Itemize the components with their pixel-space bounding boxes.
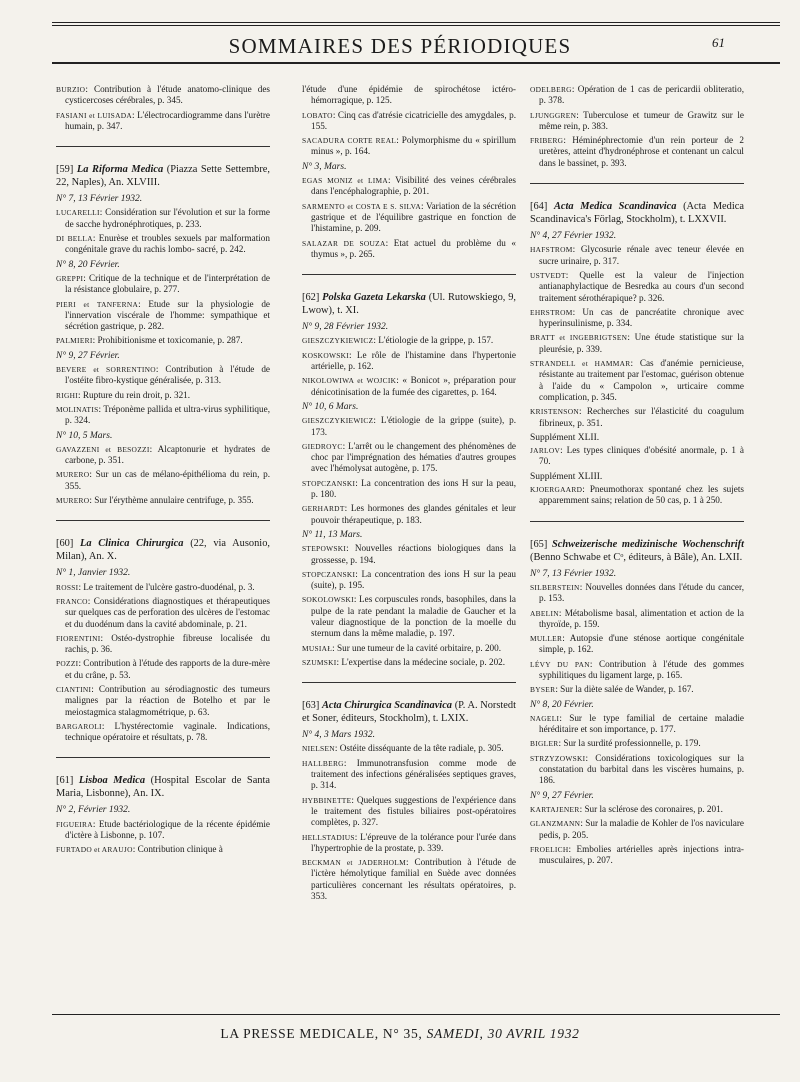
- article-text: : Le traitement de l'ulcère gastro-duodénal, p. 3.: [78, 581, 255, 592]
- article-author: FRANCO: [56, 596, 88, 606]
- article-author: DI BELLA: [56, 234, 93, 244]
- article-text: : Opération de 1 cas de pericardii obliteratio, p. 378.: [539, 84, 744, 106]
- column-1: [56, 84, 270, 859]
- article-author: STOPCZANSKI: [302, 478, 356, 488]
- article-entry: [56, 444, 270, 467]
- article-author: HAFSTROM: [530, 245, 573, 255]
- article-text: : Cas d'anémie pernicieuse, résistante au traitement par l'estomac, guérison obtenue à l'aide du « Campolon », urticaire comme complication, p. 345.: [539, 358, 744, 402]
- article-entry: [302, 657, 516, 668]
- issue-label: N° 2, Février 1932.: [56, 805, 131, 816]
- article-text: : L'électrocardiogramme dans l'urètre humain, p. 347.: [65, 109, 270, 131]
- article-author: BEVERE et SORRENTINO: [56, 365, 156, 375]
- article-text: : Contribution à l'étude anatomo-clinique des cysticercoses cérébrales, p. 345.: [65, 84, 270, 106]
- issue-label: N° 8, 20 Février.: [530, 699, 594, 710]
- article-author: STRANDELL et HAMMAR: [530, 359, 631, 369]
- section-separator: [530, 183, 744, 184]
- journal-publisher: (Hospital Escolar de Santa Maria, Lisbonne), An. IX.: [56, 775, 270, 800]
- article-entry: [56, 721, 270, 744]
- article-text: : Héminéphrectomie d'un rein porteur de 2 uretères, atteint d'hydronéphrose et contenant un calcul dans le bassinet, p. 393.: [539, 135, 744, 168]
- article-entry: [56, 273, 270, 296]
- article-entry: [56, 684, 270, 718]
- article-author: FURTADO et ARAUJO: [56, 845, 133, 855]
- article-text: : Visibilité des veines cérébrales dans l'encéphalographie, p. 201.: [311, 175, 516, 197]
- journal-name: Schweizerische medizinische Wochenschrift: [552, 538, 744, 550]
- article-text: : Contribution au sérodiagnostic des tumeurs malignes par la réaction de Botelho et par le meiostagmica stalagmométrique, p. 63.: [65, 683, 270, 717]
- article-entry: [302, 478, 516, 501]
- journal-publisher: (Benno Schwabe et Cᵒ, éditeurs, à Bâle), An. LXII.: [530, 551, 743, 563]
- article-entry: [56, 390, 270, 401]
- article-text: : Métabolisme basal, alimentation et action de la thyroïde, p. 159.: [539, 607, 744, 629]
- article-text: : Sur un cas de mélano-épithélioma du rein, p. 355.: [65, 469, 270, 491]
- section-separator: [530, 521, 744, 522]
- issue-label: N° 7, 13 Février 1932.: [530, 568, 617, 579]
- article-entry: [302, 201, 516, 235]
- journal-number: [64]: [530, 201, 548, 213]
- journal-publisher: (Acta Medica Scandinavica's Förlag, Stockholm), t. LXXVII.: [530, 201, 744, 226]
- article-author: KOSKOWSKI: [302, 350, 350, 360]
- article-author: SZUMSKI: [302, 657, 337, 667]
- page-footer: [0, 1026, 800, 1042]
- article-entry: [530, 684, 744, 695]
- journal-title: [56, 537, 270, 563]
- article-author: FRIBERG: [530, 136, 564, 146]
- article-entry: [56, 633, 270, 656]
- article-entry: [302, 543, 516, 566]
- article-author: ODELBERG: [530, 85, 572, 94]
- article-text: : Immunotransfusion comme mode de traitement des infections généralisées septiques graves, p. 314.: [311, 757, 516, 791]
- article-author: HYBBINETTE: [302, 795, 352, 805]
- article-entry: [530, 818, 744, 841]
- article-entry: [56, 233, 270, 256]
- article-entry: [530, 332, 744, 355]
- journal-number: [63]: [302, 700, 320, 712]
- issue-label: N° 10, 6 Mars.: [302, 401, 359, 412]
- continued-articles: [56, 84, 270, 132]
- article-text: : Contribution clinique à: [132, 844, 223, 855]
- article-text: : L'hystérectomie vaginale. Indications, technique opératoire et résultats, p. 78.: [65, 720, 270, 743]
- issue-label: N° 10, 5 Mars.: [56, 430, 113, 441]
- article-text: : Etude sur la physiologie de l'innervation viscérale de l'homme: sympathique et sécrétion gastrique, p. 282.: [65, 298, 270, 332]
- article-author: GERHARDT: [302, 504, 345, 514]
- article-entry: [56, 582, 270, 593]
- article-text: l'étude d'une épidémie de spirochétose ictéro-hémorragique, p. 125.: [302, 84, 516, 106]
- article-text: : Sur la diète salée de Wander, p. 167.: [555, 684, 694, 695]
- article-text: : L'épreuve de la tolérance pour l'urée dans l'hypertrophie de la prostate, p. 339.: [311, 831, 516, 853]
- article-text: : Considérations diagnostiques et thérapeutiques sur quelques cas de perforation des ulcères de l'estomac et du duodénum dans la cavité abdominale, p. 21.: [65, 595, 270, 629]
- article-text: : Quelle est la valeur de l'injection antianaphylactique de Besredka au cours d'un second traitement sérothérapique? p. 326.: [539, 269, 744, 303]
- article-entry: [530, 713, 744, 736]
- article-entry: [56, 844, 270, 855]
- article-text: : Autopsie d'une sténose aortique congénitale simple, p. 162.: [539, 633, 744, 655]
- article-entry: [302, 175, 516, 198]
- article-text: : Etude bactériologique de la récente épidémie d'ictère à Lisbonne, p. 107.: [65, 818, 270, 841]
- article-entry: [530, 358, 744, 403]
- supplement-label: Supplément XLII.: [530, 432, 600, 443]
- article-text: : Une étude statistique sur la pleurésie, p. 339.: [539, 332, 745, 354]
- journal-title: [530, 538, 744, 564]
- article-text: : Sur la sclérose des coronaires, p. 201.: [579, 803, 723, 814]
- article-entry: [302, 832, 516, 855]
- article-entry: [302, 350, 516, 373]
- article-author: LUCARELLI: [56, 208, 100, 218]
- article-author: KARTAJENER: [530, 804, 580, 814]
- article-author: GLANZMANN: [530, 819, 581, 829]
- article-text: : Prohibitionisme et toxicomanie, p. 287.: [92, 335, 243, 346]
- article-text: : Nouvelles données dans l'étude du cancer, p. 153.: [539, 581, 744, 604]
- article-author: JARLOV: [530, 446, 561, 456]
- journal-name: Acta Medica Scandinavica: [553, 201, 677, 213]
- article-text: : Rupture du rein droit, p. 321.: [78, 389, 191, 400]
- article-text: : Ostéite disséquante de la tête radiale, p. 305.: [334, 743, 504, 754]
- article-text: : Tréponème pallida et ultra-virus syphilitique, p. 324.: [65, 403, 270, 426]
- article-entry: [302, 84, 516, 107]
- article-text: : Un cas de pancréatite chronique avec hyperinsulinisme, p. 334.: [539, 306, 744, 329]
- footer-date: SAMEDI, 30 AVRIL 1932: [426, 1026, 580, 1041]
- article-text: : Sur l'érythème annulaire centrifuge, p. 355.: [89, 495, 254, 506]
- journal-title: [56, 163, 270, 189]
- issue-label: N° 11, 13 Mars.: [302, 529, 363, 540]
- article-text: : Glycosurie rénale avec teneur élevée en sucre urinaire, p. 317.: [539, 244, 744, 266]
- article-text: : Sur la maladie de Kohler de l'os naviculare pedis, p. 205.: [539, 818, 744, 840]
- article-author: GIESZCZYKIEWICZ: [302, 336, 374, 346]
- section-separator: [56, 146, 270, 147]
- issue-label: N° 9, 27 Février.: [530, 790, 594, 801]
- article-author: RIGHI: [56, 390, 79, 400]
- article-text: : Les hormones des glandes génitales et leur pouvoir thérapeutique, p. 183.: [311, 503, 516, 525]
- issue-label: N° 8, 20 Février.: [56, 259, 120, 270]
- article-entry: [302, 335, 516, 346]
- article-author: SACADURA CORTE REAL: [302, 136, 397, 146]
- issue-label: N° 9, 28 Février 1932.: [302, 322, 389, 333]
- article-text: : L'arrêt ou le changement des phénomènes de choc par l'imprégnation des hématies d'autres groupes avec l'hémolysat autogène, p. 175.: [311, 440, 516, 474]
- article-entry: [56, 469, 270, 492]
- article-entry: [56, 207, 270, 230]
- article-text: : Tuberculose et tumeur de Grawitz sur le même rein, p. 383.: [539, 109, 744, 131]
- journal-section-64: [530, 200, 744, 507]
- article-text: : Variation de la sécrétion gastrique et de l'équilibre gastrique en fonction de l'histamine, p. 209.: [311, 200, 516, 234]
- article-text: : Contribution à l'étude de l'ictère hémolytique familial en Suède avec données particulières concernant les résultats opératoires, p. 353.: [311, 857, 516, 902]
- article-author: LJUNGGREN: [530, 110, 577, 120]
- article-text: : Ostéo-dystrophie fibreuse localisée du rachis, p. 36.: [65, 632, 270, 655]
- article-entry: [302, 110, 516, 133]
- journal-number: [60]: [56, 538, 74, 550]
- article-author: STOPCZANSKI: [302, 569, 356, 579]
- article-text: : Le rôle de l'histamine dans l'hypertonie artérielle, p. 162.: [311, 349, 516, 372]
- article-author: BRATT et INGEBRIGTSEN: [530, 333, 628, 343]
- article-author: CIANTINI: [56, 684, 92, 694]
- header-top-rule: [52, 22, 780, 23]
- article-entry: [56, 335, 270, 346]
- article-text: : Contribution à l'étude des gommes syphilitiques du ligament large, p. 165.: [539, 658, 744, 680]
- journal-number: [59]: [56, 164, 74, 176]
- article-author: FROELICH: [530, 844, 569, 854]
- article-text: : L'expertise dans la médecine sociale, p. 202.: [336, 656, 506, 667]
- section-separator: [56, 757, 270, 758]
- journal-name: Lisboa Medica: [78, 775, 146, 787]
- article-author: KJOERGAARD: [530, 485, 583, 495]
- article-text: : Polymorphisme du « spirillum minus », p. 164.: [311, 135, 516, 157]
- article-text: : Embolies artérielles après injections intra-musculaires, p. 207.: [539, 843, 744, 866]
- article-author: BURZIO: [56, 85, 86, 94]
- article-entry: [56, 404, 270, 427]
- article-entry: [56, 299, 270, 333]
- article-author: FIORENTINI: [56, 633, 101, 643]
- article-entry: [56, 819, 270, 842]
- article-author: ROSSI: [56, 582, 79, 592]
- article-text: : Sur la surdité professionnelle, p. 179.: [558, 738, 701, 749]
- article-author: BYSER: [530, 685, 556, 695]
- article-author: MURERO: [56, 470, 90, 480]
- issue-label: N° 3, Mars.: [302, 161, 347, 172]
- journal-title: [302, 699, 516, 725]
- article-text: : Contribution à l'étude des rapports de la dure-mère et du crâne, p. 53.: [65, 658, 270, 680]
- article-text: : Sur une tumeur de la cavité orbitaire, p. 200.: [332, 642, 502, 653]
- journal-section-62: [302, 291, 516, 668]
- article-author: EHRSTROM: [530, 307, 573, 317]
- article-entry: [530, 484, 744, 507]
- article-entry: [56, 84, 270, 107]
- article-entry: [302, 375, 516, 398]
- article-text: : Les corpuscules ronds, basophiles, dans la pulpe de la rate pendant la maladie de Gaucher et la valeur diagnostique de la ponction de la moelle du sternum dans la même maladie, p. 197.: [311, 594, 516, 639]
- article-text: : Cinq cas d'atrésie cicatricielle des amygdales, p. 155.: [311, 109, 516, 131]
- header-top-rule-2: [52, 25, 780, 26]
- article-text: : Quelques suggestions de l'expérience dans le traitement des fistules biliaires post-opératoires complètes, p. 327.: [311, 794, 516, 828]
- article-author: NIELSEN: [302, 744, 335, 754]
- journal-section-60: [56, 537, 270, 743]
- column-3: [530, 84, 744, 869]
- article-entry: [302, 569, 516, 592]
- article-author: HALLBERG: [302, 758, 344, 768]
- article-author: ABELIN: [530, 608, 559, 618]
- article-author: BARGAROLI: [56, 721, 102, 731]
- article-author: STEPOWSKI: [302, 544, 347, 554]
- issue-label: N° 1, Janvier 1932.: [56, 568, 131, 579]
- article-entry: [530, 633, 744, 656]
- article-author: HELLSTADIUS: [302, 832, 355, 842]
- article-text: : La concentration des ions H sur la peau (suite), p. 195.: [311, 568, 516, 591]
- article-author: PIERI et TANFERNA: [56, 299, 139, 309]
- article-entry: [530, 244, 744, 267]
- article-author: FASIANI et LUISADA: [56, 110, 132, 120]
- article-entry: [56, 596, 270, 630]
- journal-title: [530, 200, 744, 226]
- article-text: : Pneumothorax spontané chez les sujets apparemment sains; relation de 50 cas, p. 1 à 250.: [539, 484, 744, 506]
- article-entry: [530, 84, 744, 107]
- article-text: : Recherches sur l'élasticité du coagulum fibrineux, p. 351.: [539, 406, 744, 428]
- article-entry: [530, 844, 744, 867]
- article-text: : Sur le type familial de certaine maladie héréditaire et son importance, p. 177.: [539, 712, 744, 735]
- article-author: STRZYZOWSKI: [530, 753, 586, 763]
- article-entry: [302, 758, 516, 792]
- article-author: MOLINATIS: [56, 404, 99, 414]
- article-entry: [302, 135, 516, 158]
- article-text: : Enurèse et troubles sexuels par malformation congénitale grave du rachis lombo- sacré, p. 242.: [65, 233, 270, 255]
- journal-publisher: (Piazza Sette Settembre, 22, Naples), An. XLVIII.: [56, 164, 270, 189]
- article-author: GREPPI: [56, 273, 84, 283]
- continued-articles: [302, 84, 516, 260]
- article-author: SOKOLOWSKI: [302, 595, 354, 605]
- article-text: : Alcaptonurie et hydrates de carbone, p. 351.: [65, 443, 270, 466]
- article-entry: [302, 743, 516, 754]
- article-entry: [530, 608, 744, 631]
- issue-label: N° 9, 27 Février.: [56, 350, 120, 361]
- section-separator: [302, 682, 516, 683]
- journal-publisher: (P. A. Norstedt et Soner, éditeurs, Stockholm), t. LXIX.: [302, 700, 516, 725]
- issue-label: N° 7, 13 Février 1932.: [56, 194, 143, 205]
- article-author: NIKOLOWIWA et WOJCIK: [302, 376, 397, 386]
- section-separator: [56, 520, 270, 521]
- article-author: MURERO: [56, 496, 90, 506]
- journal-publisher: (22, via Ausonio, Milan), An. X.: [56, 538, 270, 563]
- article-entry: [302, 415, 516, 438]
- supplement-label: Supplément XLIII.: [530, 471, 603, 482]
- journal-title: [56, 774, 270, 800]
- article-author: LOBATO: [302, 110, 333, 120]
- journal-name: Acta Chirurgica Scandinavica: [321, 700, 453, 712]
- article-author: PALMIERI: [56, 336, 93, 346]
- article-author: GIEDROYC: [302, 441, 343, 451]
- journal-name: Polska Gazeta Lekarska: [322, 292, 426, 304]
- footer-rule: [52, 1014, 780, 1015]
- journal-section-65: [530, 538, 744, 867]
- article-entry: [530, 753, 744, 787]
- article-author: BECKMAN et JADERHOLM: [302, 858, 406, 868]
- article-text: : Contribution à l'étude de l'ostéite fibro-kystique généralisée, p. 313.: [65, 364, 271, 386]
- article-entry: [302, 643, 516, 654]
- article-text: : Considération sur l'évolution et sur la forme de sacche hydronéphrotiques, p. 233.: [65, 207, 270, 229]
- section-separator: [302, 274, 516, 275]
- article-entry: [56, 658, 270, 681]
- article-author: KRISTENSON: [530, 407, 579, 417]
- article-author: MULLER: [530, 634, 563, 644]
- issue-label: N° 4, 27 Février 1932.: [530, 231, 617, 242]
- continued-articles: [530, 84, 744, 169]
- issue-label: N° 4, 3 Mars 1932.: [302, 730, 375, 741]
- article-author: FIGUEIRA: [56, 819, 93, 829]
- journal-title: [302, 291, 516, 317]
- article-author: NAGELI: [530, 713, 560, 723]
- article-author: EGAS MONIZ et LIMA: [302, 176, 389, 186]
- footer-journal: LA PRESSE MEDICALE, N° 35,: [220, 1026, 423, 1041]
- column-2: [302, 84, 516, 905]
- article-text: : Etat actuel du problème du « thymus », p. 265.: [311, 237, 516, 259]
- journal-section-59: [56, 163, 270, 506]
- article-author: SILBERSTEIN: [530, 582, 580, 592]
- article-entry: [530, 659, 744, 682]
- journal-number: [61]: [56, 775, 74, 787]
- article-entry: [56, 110, 270, 133]
- page-number: 61: [712, 35, 725, 50]
- article-text: : L'étiologie de la grippe (suite), p. 173.: [311, 415, 516, 437]
- article-text: : « Bonicot », préparation pour dénicotinisation de la fumée des cigarettes, p. 164.: [311, 375, 516, 397]
- article-entry: [530, 135, 744, 169]
- article-entry: [302, 795, 516, 829]
- article-author: SARMENTO et COSTA E S. SILVA: [302, 201, 421, 211]
- article-entry: [530, 270, 744, 304]
- header-bottom-rule: [52, 62, 780, 64]
- journal-section-61: [56, 774, 270, 855]
- journal-name: La Riforma Medica: [76, 164, 164, 176]
- article-entry: [530, 110, 744, 133]
- journal-publisher: (Ul. Rutowskiego, 9, Lwow), t. XI.: [302, 292, 516, 317]
- article-entry: [302, 503, 516, 526]
- article-entry: [302, 594, 516, 639]
- article-author: GAVAZZENI et BESOZZI: [56, 444, 150, 454]
- page-title: SOMMAIRES DES PÉRIODIQUES: [228, 34, 572, 58]
- article-entry: [302, 238, 516, 261]
- article-entry: [530, 406, 744, 429]
- article-author: POZZI: [56, 659, 79, 669]
- journal-name: La Clinica Chirurgica: [80, 538, 184, 550]
- article-entry: [530, 738, 744, 749]
- article-entry: [302, 441, 516, 475]
- article-text: : Considérations toxicologiques sur la constatation du barbital dans les viscères humains, p. 186.: [539, 752, 744, 786]
- article-author: USTVEDT: [530, 270, 566, 280]
- article-author: LÉVY DU PAN: [530, 659, 590, 669]
- article-entry: [56, 364, 270, 387]
- article-entry: [530, 307, 744, 330]
- article-text: : Critique de la technique et de l'interprétation de la résistance globulaire, p. 277.: [65, 272, 270, 295]
- article-entry: [302, 857, 516, 902]
- article-author: GIESZCZYKIEWICZ: [302, 416, 374, 426]
- article-text: : Nouvelles réactions biologiques dans la grossesse, p. 194.: [311, 543, 516, 565]
- article-author: SALAZAR DE SOUZA: [302, 238, 386, 248]
- journal-section-63: [302, 699, 516, 902]
- article-entry: [56, 495, 270, 506]
- article-entry: [530, 804, 744, 815]
- article-text: : La concentration des ions H sur la peau, p. 180.: [311, 477, 516, 500]
- journal-number: [65]: [530, 538, 548, 550]
- article-text: : Les types cliniques d'obésité anormale, p. 1 à 70.: [539, 445, 744, 467]
- article-text: : L'étiologie de la grippe, p. 157.: [373, 335, 494, 346]
- article-author: BIGLER: [530, 739, 559, 749]
- journal-number: [62]: [302, 292, 320, 304]
- article-entry: [530, 582, 744, 605]
- article-entry: [530, 445, 744, 468]
- article-author: MUSIAŁ: [302, 643, 333, 653]
